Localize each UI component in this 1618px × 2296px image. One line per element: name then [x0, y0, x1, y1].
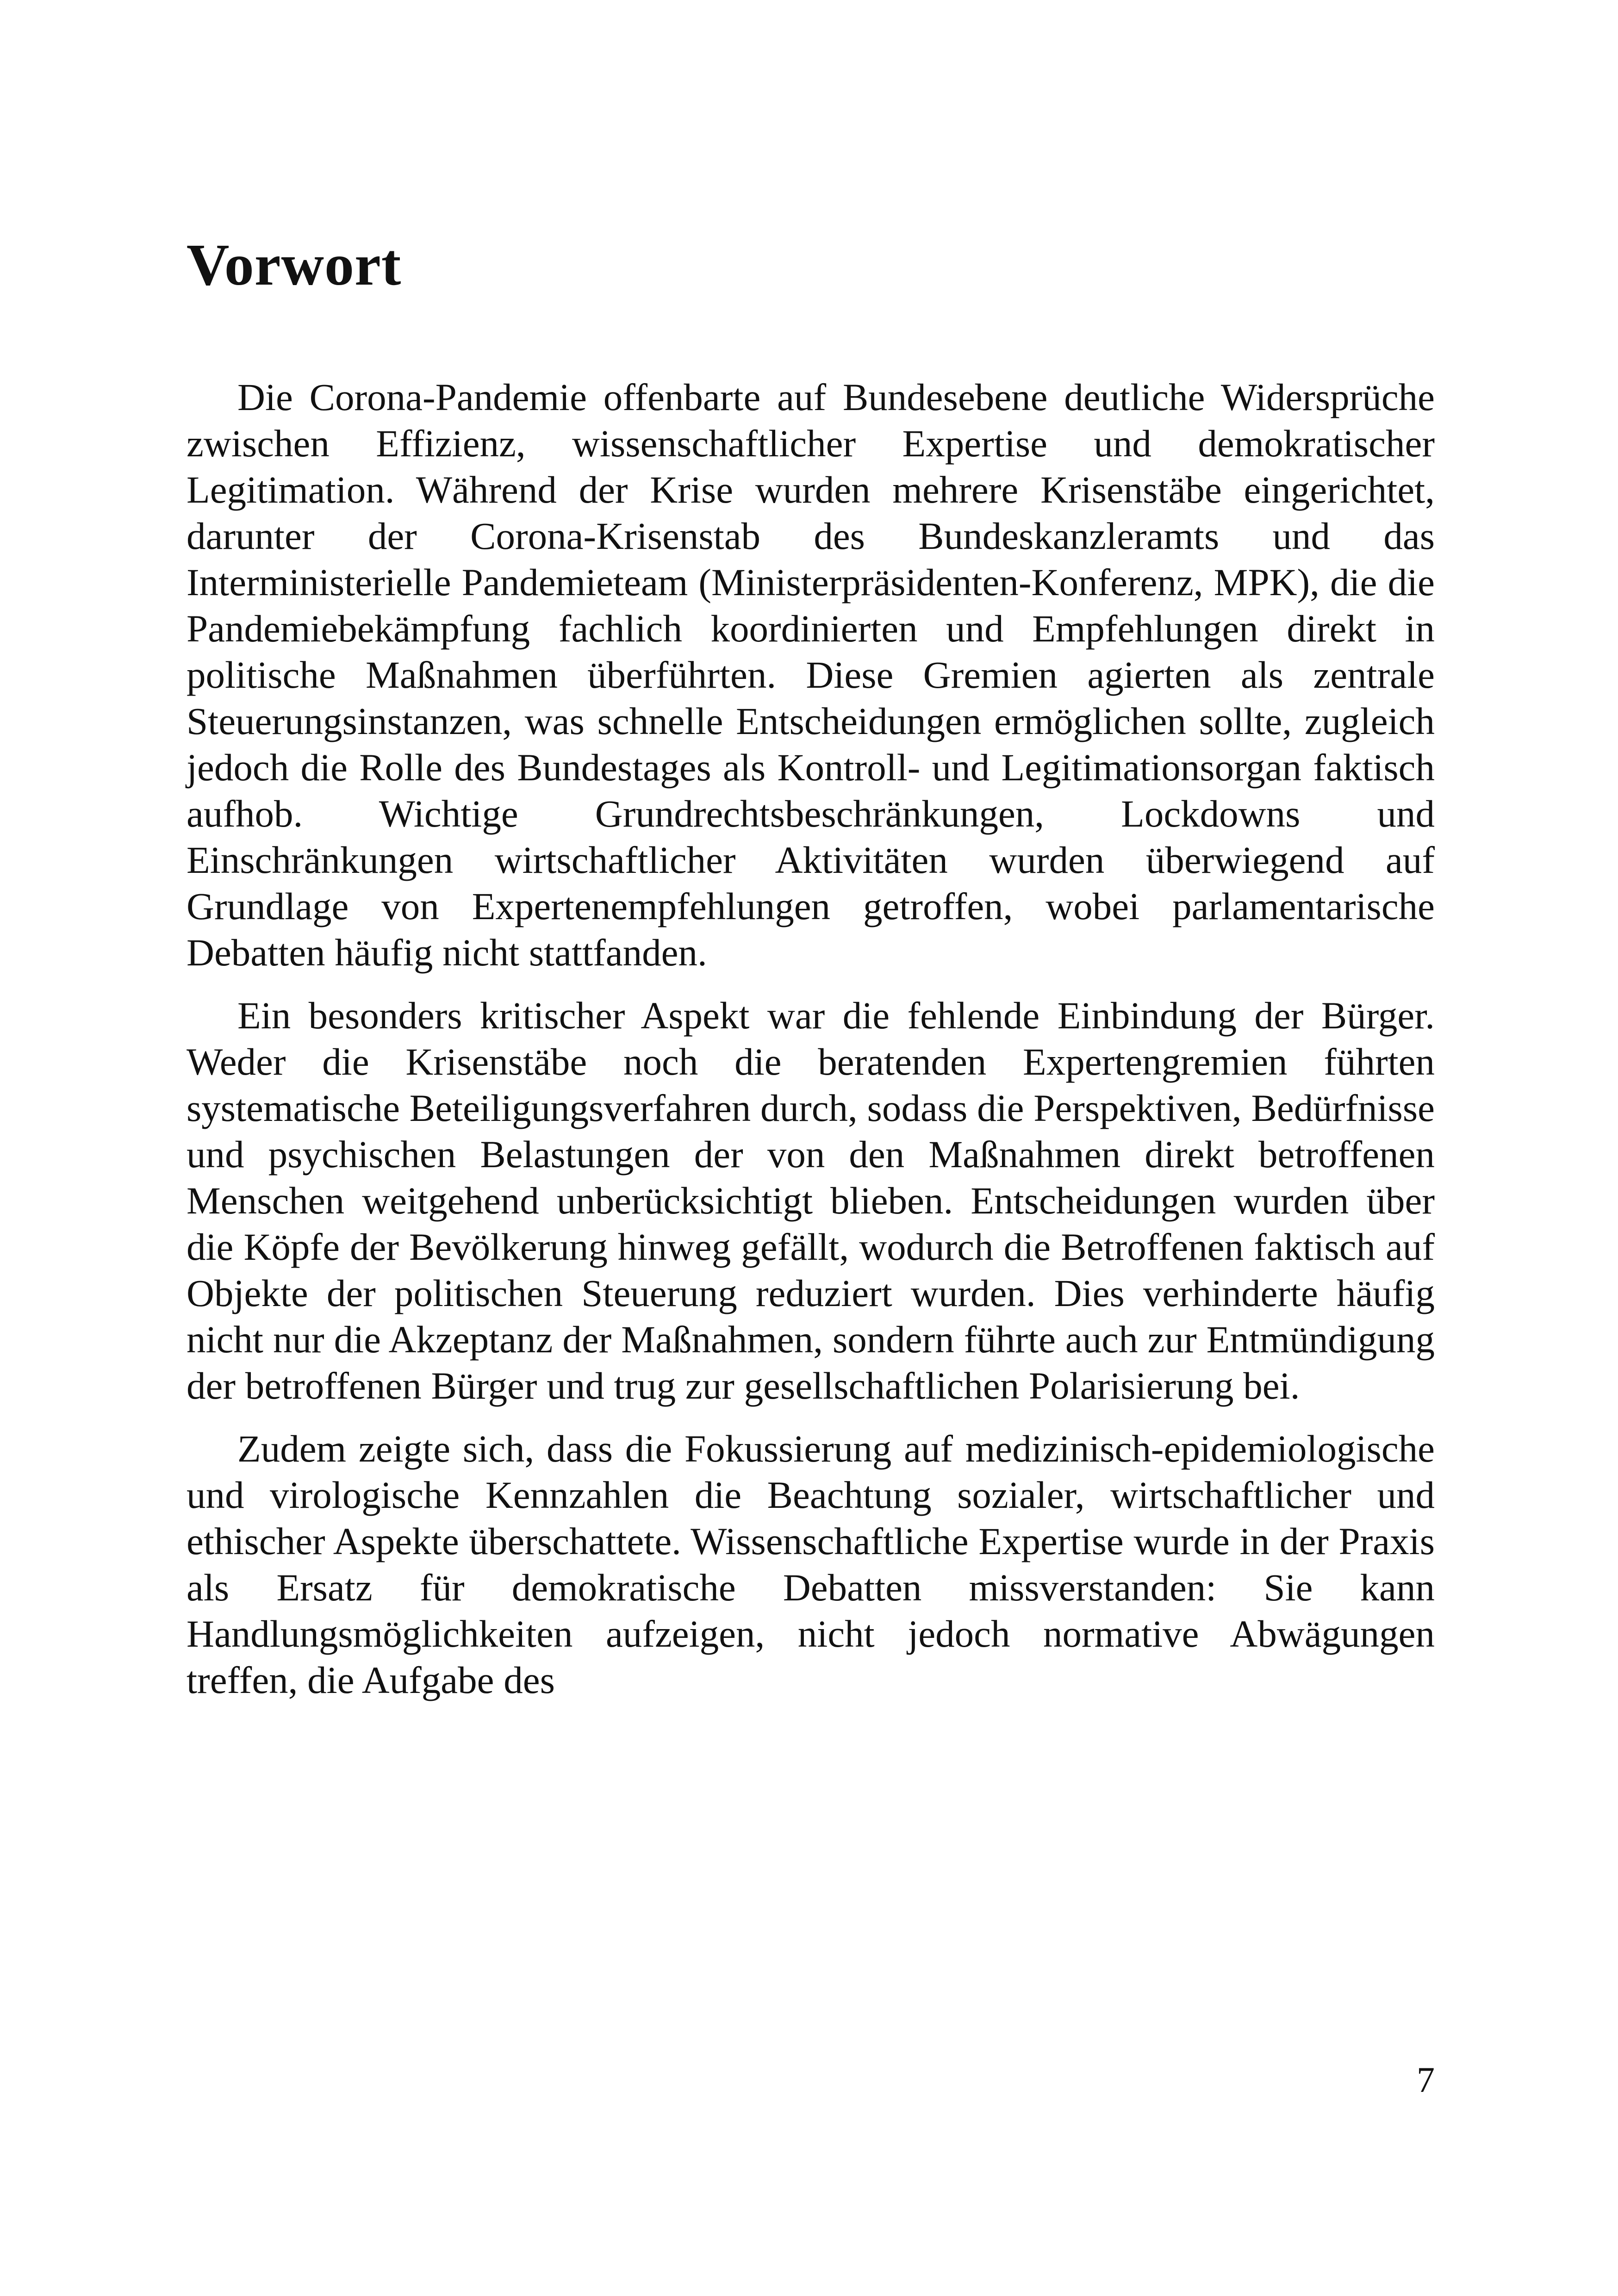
page-number: 7: [1417, 2060, 1435, 2100]
paragraph-3: Zudem zeigte sich, dass die Fokussierung auf medizinisch-epidemiologische und virologische Kennzahlen die Beachtung sozialer, wirtschaftlicher und ethischer Aspekte überschattete. Wissenschaftliche Expertise wurde in der Praxis als Ersatz für demokratische Debatten missverstanden: Sie kann Handlungsmöglichkeiten aufzeigen, nicht jedoch normative Abwägungen treffen, die Aufgabe des: [187, 1427, 1435, 1701]
paragraph-1: Die Corona-Pandemie offenbarte auf Bundesebene deutliche Widersprüche zwischen Effizienz, wissenschaftlicher Expertise und demokratischer Legitimation. Während der Krise wurden mehrere Krisenstäbe eingerichtet, darunter der Corona-Krisenstab des Bundeskanzleramts und das Interministerielle Pandemieteam (Ministerpräsidenten-Konferenz, MPK), die die Pandemiebekämpfung fachlich koordinierten und Empfehlungen direkt in politische Maßnahmen überführten. Diese Gremien agierten als zentrale Steuerungsinstanzen, was schnelle Entscheidungen ermöglichen sollte, zugleich jedoch die Rolle des Bundestages als Kontroll- und Legitimationsorgan faktisch aufhob. Wichtige Grundrechtsbeschränkungen, Lockdowns und Einschränkungen wirtschaftlicher Aktivitäten wurden überwiegend auf Grundlage von Expertenempfehlungen getroffen, wobei parlamentarische Debatten häufig nicht stattfanden.: [187, 376, 1435, 974]
chapter-title: Vorwort: [187, 232, 402, 298]
body-text: [187, 374, 1435, 1720]
paragraph-2: Ein besonders kritischer Aspekt war die fehlende Einbindung der Bürger. Weder die Krisenstäbe noch die beratenden Expertengremien führten systematische Beteiligungsverfahren durch, sodass die Perspektiven, Bedürfnisse und psychischen Belastungen der von den Maßnahmen direkt betroffenen Menschen weitgehend unberücksichtigt blieben. Entscheidungen wurden über die Köpfe der Bevölkerung hinweg gefällt, wodurch die Betroffenen faktisch auf Objekte der politischen Steuerung reduziert wurden. Dies verhinderte häufig nicht nur die Akzeptanz der Maßnahmen, sondern führte auch zur Entmündigung der betroffenen Bürger und trug zur gesellschaftlichen Polarisierung bei.: [187, 994, 1435, 1407]
